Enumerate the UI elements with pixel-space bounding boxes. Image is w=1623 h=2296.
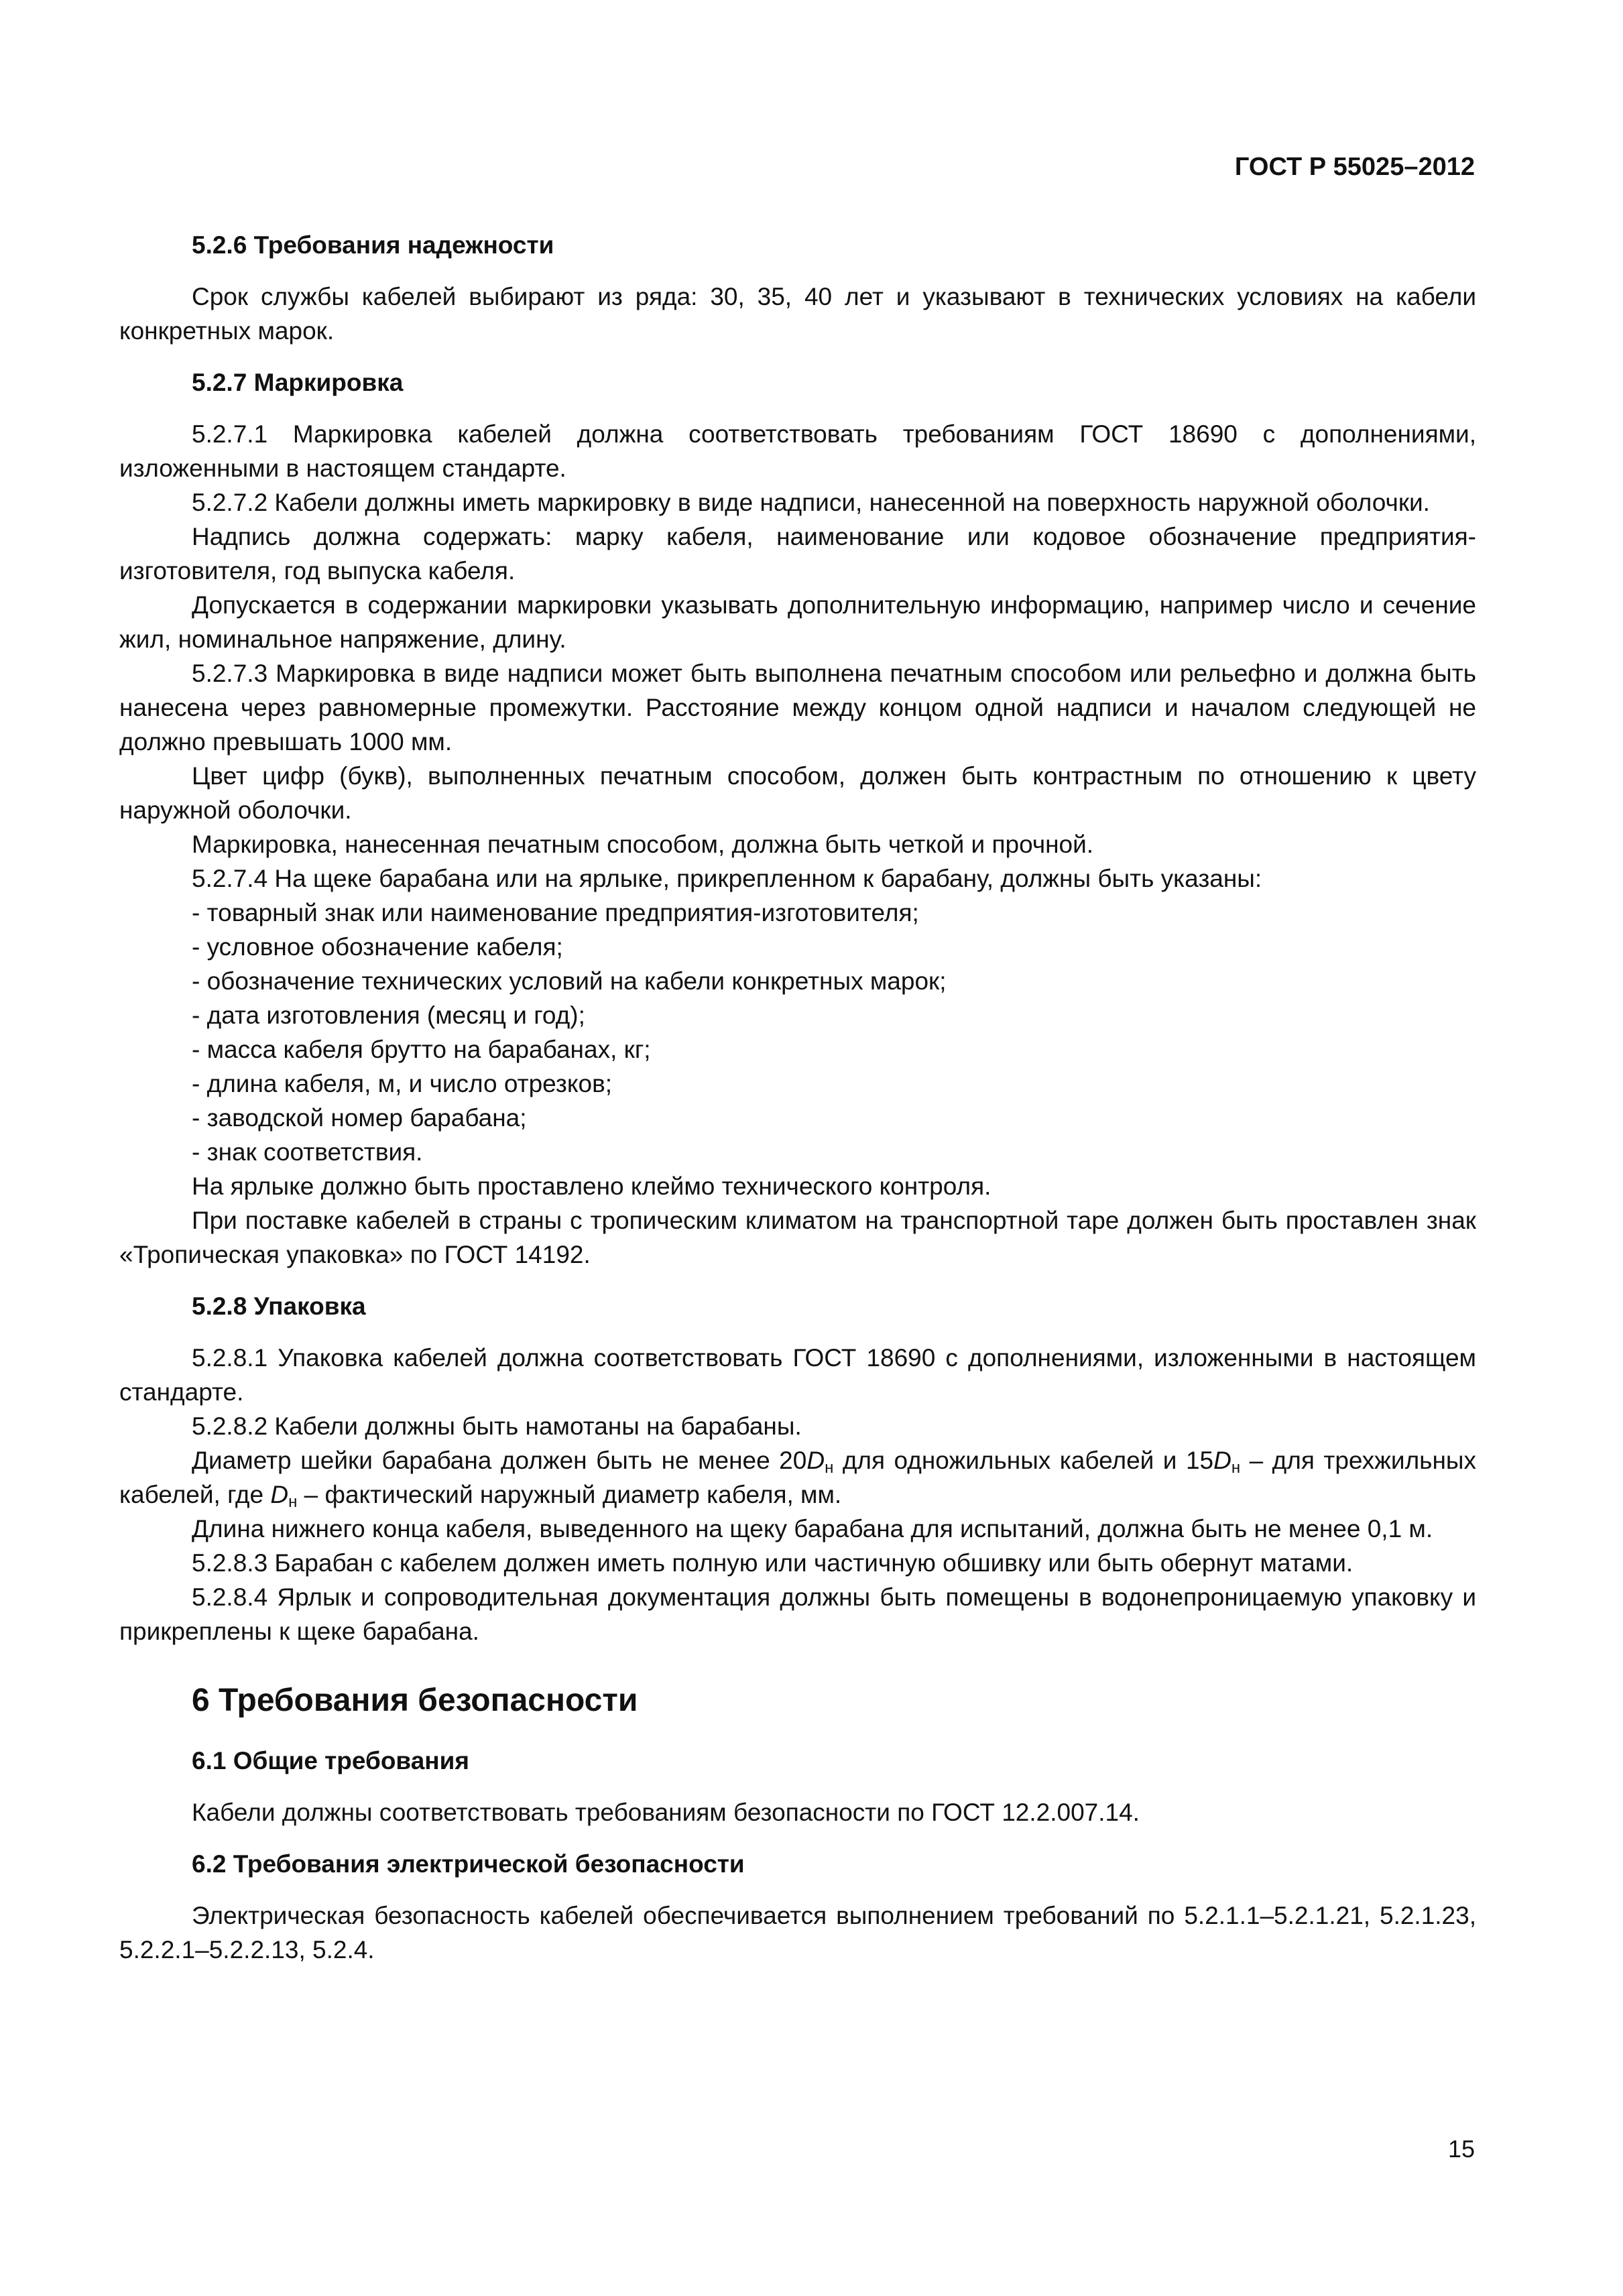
paragraph: 5.2.8.1 Упаковка кабелей должна соответствовать ГОСТ 18690 с дополнениями, изложенными в настоящем стандарте. bbox=[119, 1344, 1476, 1406]
paragraph: 5.2.7.4 На щеке барабана или на ярлыке, прикрепленном к барабану, должны быть указаны: bbox=[192, 865, 1262, 892]
section-5-2-7-title: 5.2.7 Маркировка bbox=[192, 369, 404, 396]
symbol-d: D bbox=[270, 1481, 289, 1508]
list-item: - условное обозначение кабеля; bbox=[192, 933, 563, 961]
paragraph: Кабели должны соответствовать требованиям безопасности по ГОСТ 12.2.007.14. bbox=[192, 1799, 1140, 1826]
list-item: - заводской номер барабана; bbox=[192, 1104, 527, 1132]
list-item: - дата изготовления (месяц и год); bbox=[192, 1002, 585, 1029]
list-item: - длина кабеля, м, и число отрезков; bbox=[192, 1070, 613, 1097]
section-5-2-8-title: 5.2.8 Упаковка bbox=[192, 1292, 366, 1320]
document-body bbox=[119, 228, 1476, 1967]
list-item: - товарный знак или наименование предприятия-изготовителя; bbox=[192, 899, 919, 926]
paragraph: Срок службы кабелей выбирают из ряда: 30, 35, 40 лет и указывают в технических условиях на кабели конкретных марок. bbox=[119, 283, 1476, 345]
symbol-d: D bbox=[806, 1447, 825, 1474]
paragraph-drum-diameter bbox=[119, 1443, 1476, 1512]
section-5-2-6-title: 5.2.6 Требования надежности bbox=[192, 231, 554, 259]
list-item: - знак соответствия. bbox=[192, 1138, 423, 1166]
paragraph: Надпись должна содержать: марку кабеля, наименование или кодовое обозначение предприятия-изготовителя, год выпуска кабеля. bbox=[119, 523, 1476, 585]
paragraph: Маркировка, нанесенная печатным способом, должна быть четкой и прочной. bbox=[192, 831, 1094, 858]
paragraph: Цвет цифр (букв), выполненных печатным способом, должен быть контрастным по отношению к цвету наружной оболочки. bbox=[119, 762, 1476, 824]
subscript-n: н bbox=[825, 1459, 834, 1477]
document-code-header: ГОСТ Р 55025–2012 bbox=[1234, 153, 1475, 181]
paragraph: 5.2.7.1 Маркировка кабелей должна соответствовать требованиям ГОСТ 18690 с дополнениями, изложенными в настоящем стандарте. bbox=[119, 420, 1476, 482]
paragraph: Допускается в содержании маркировки указывать дополнительную информацию, например число и сечение жил, номинальное напряжение, длину. bbox=[119, 591, 1476, 653]
section-6-title: 6 Требования безопасности bbox=[192, 1683, 638, 1718]
text-run: – для трехжильных кабелей, где bbox=[119, 1447, 1476, 1508]
section-6-2-title: 6.2 Требования электрической безопасности bbox=[192, 1850, 745, 1878]
paragraph: 5.2.8.4 Ярлык и сопроводительная документация должны быть помещены в водонепроницаемую упаковку и прикреплены к щеке барабана. bbox=[119, 1583, 1476, 1645]
paragraph: 5.2.7.2 Кабели должны иметь маркировку в виде надписи, нанесенной на поверхность наружной оболочки. bbox=[192, 489, 1430, 516]
paragraph: Длина нижнего конца кабеля, выведенного на щеку барабана для испытаний, должна быть не менее 0,1 м. bbox=[192, 1515, 1433, 1543]
symbol-d: D bbox=[1213, 1447, 1231, 1474]
section-6-1-title: 6.1 Общие требования bbox=[192, 1747, 469, 1774]
text-run: для одножильных кабелей и 15 bbox=[833, 1447, 1214, 1474]
subscript-n: н bbox=[1231, 1459, 1241, 1477]
list-item: - масса кабеля брутто на барабанах, кг; bbox=[192, 1036, 651, 1063]
paragraph: 5.2.8.3 Барабан с кабелем должен иметь полную или частичную обшивку или быть обернут матами. bbox=[192, 1549, 1354, 1577]
paragraph: 5.2.7.3 Маркировка в виде надписи может быть выполнена печатным способом или рельефно и должна быть нанесена через равномерные промежутки. Расстояние между концом одной надписи и началом следующей не должно превышать 1000 мм. bbox=[119, 660, 1476, 756]
list-item: - обозначение технических условий на кабели конкретных марок; bbox=[192, 967, 947, 995]
text-run: – фактический наружный диаметр кабеля, мм. bbox=[297, 1481, 842, 1508]
paragraph: На ярлыке должно быть проставлено клеймо технического контроля. bbox=[192, 1172, 991, 1200]
subscript-n: н bbox=[288, 1493, 298, 1511]
text-run: Диаметр шейки барабана должен быть не менее 20 bbox=[192, 1447, 807, 1474]
paragraph: При поставке кабелей в страны с тропическим климатом на транспортной таре должен быть проставлен знак «Тропическая упаковка» по ГОСТ 14192. bbox=[119, 1207, 1476, 1268]
paragraph: 5.2.8.2 Кабели должны быть намотаны на барабаны. bbox=[192, 1412, 802, 1440]
paragraph: Электрическая безопасность кабелей обеспечивается выполнением требований по 5.2.1.1–5.2.1.21, 5.2.1.23, 5.2.2.1–5.2.2.13, 5.2.4. bbox=[119, 1902, 1476, 1963]
page-number: 15 bbox=[1447, 2135, 1475, 2163]
